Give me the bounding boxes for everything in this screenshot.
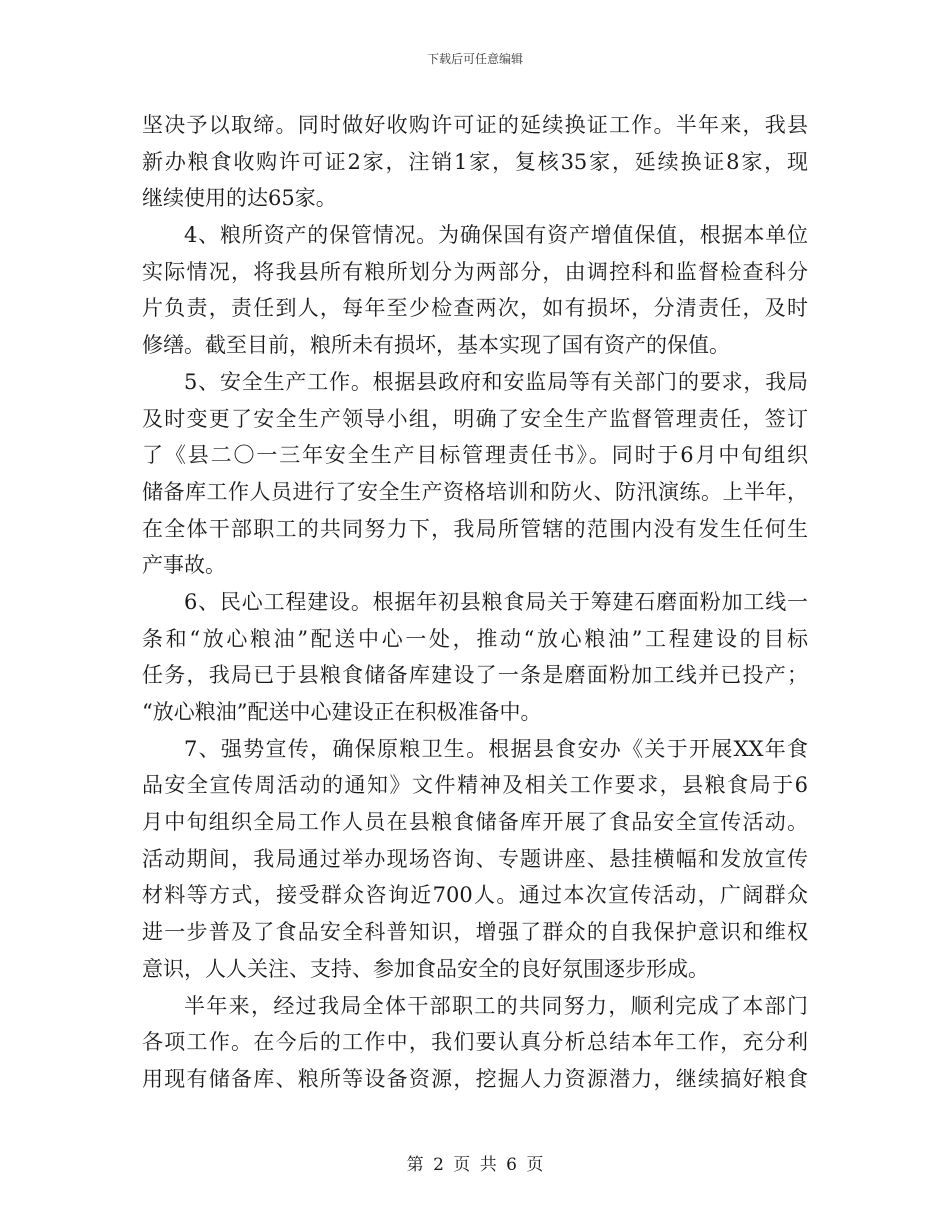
text-line: “放心粮油”配送中心建设正在积极准备中。 (142, 700, 542, 724)
paragraph-start-line: 半年来，经过我局全体干部职工的共同努力，顺利完成了本部门 (184, 993, 808, 1018)
text-line: 月中旬组织全局工作人员在县粮食储备库开展了食品安全宣传活动。 (142, 810, 808, 835)
text-line: 活动期间，我局通过举办现场咨询、专题讲座、悬挂横幅和发放宣传 (142, 846, 808, 871)
text-line: 在全体干部职工的共同努力下，我局所管辖的范围内没有发生任何生 (142, 516, 808, 541)
text-line: 继续使用的达65家。 (142, 186, 337, 211)
paragraph-start-line: 7、强势宣传，确保原粮卫生。根据县食安办《关于开展XX年食 (184, 736, 808, 761)
text-line: 各项工作。在今后的工作中，我们要认真分析总结本年工作，充分利 (142, 1030, 808, 1055)
page-number: 第 2 页 共 6 页 (406, 1155, 544, 1175)
page-header: 下载后可任意编辑 (426, 52, 523, 66)
text-line: 用现有储备库、粮所等设备资源，挖掘人力资源潜力，继续搞好粮食 (142, 1066, 808, 1091)
text-line: 意识，人人关注、支持、参加食品安全的良好氛围逐步形成。 (142, 956, 709, 981)
text-line: 新办粮食收购许可证2家，注销1家，复核35家，延续换证8家，现 (142, 149, 808, 174)
text-line: 实际情况，将我县所有粮所划分为两部分，由调控科和监督检查科分 (142, 259, 808, 284)
text-line: 储备库工作人员进行了安全生产资格培训和防火、防汛演练。上半年， (142, 479, 808, 504)
text-line: 及时变更了安全生产领导小组，明确了安全生产监督管理责任，签订 (142, 406, 808, 431)
document-body (142, 107, 808, 1098)
text-line: 条和“放心粮油”配送中心一处，推动“放心粮油”工程建设的目标 (142, 626, 808, 651)
text-line: 任务，我局已于县粮食储备库建设了一条是磨面粉加工线并已投产； (142, 663, 808, 688)
text-line: 了《县二〇一三年安全生产目标管理责任书》。同时于6月中旬组织 (142, 443, 808, 468)
text-line: 修缮。截至目前，粮所未有损坏，基本实现了国有资产的保值。 (142, 333, 730, 358)
text-line: 品安全宣传周活动的通知》文件精神及相关工作要求，县粮食局于6 (142, 773, 808, 798)
paragraph-start-line: 6、民心工程建设。根据年初县粮食局关于筹建石磨面粉加工线一 (184, 589, 808, 614)
text-line: 坚决予以取缔。同时做好收购许可证的延续换证工作。半年来，我县 (142, 113, 808, 137)
text-line: 进一步普及了食品安全科普知识，增强了群众的自我保护意识和维权 (142, 920, 808, 945)
paragraph-start-line: 5、安全生产工作。根据县政府和安监局等有关部门的要求，我局 (184, 369, 808, 394)
paragraph-start-line: 4、粮所资产的保管情况。为确保国有资产增值保值，根据本单位 (184, 223, 808, 248)
text-line: 产事故。 (142, 553, 226, 578)
text-line: 片负责，责任到人，每年至少检查两次，如有损坏，分清责任，及时 (142, 296, 808, 321)
text-line: 材料等方式，接受群众咨询近700人。通过本次宣传活动，广阔群众 (142, 883, 808, 908)
